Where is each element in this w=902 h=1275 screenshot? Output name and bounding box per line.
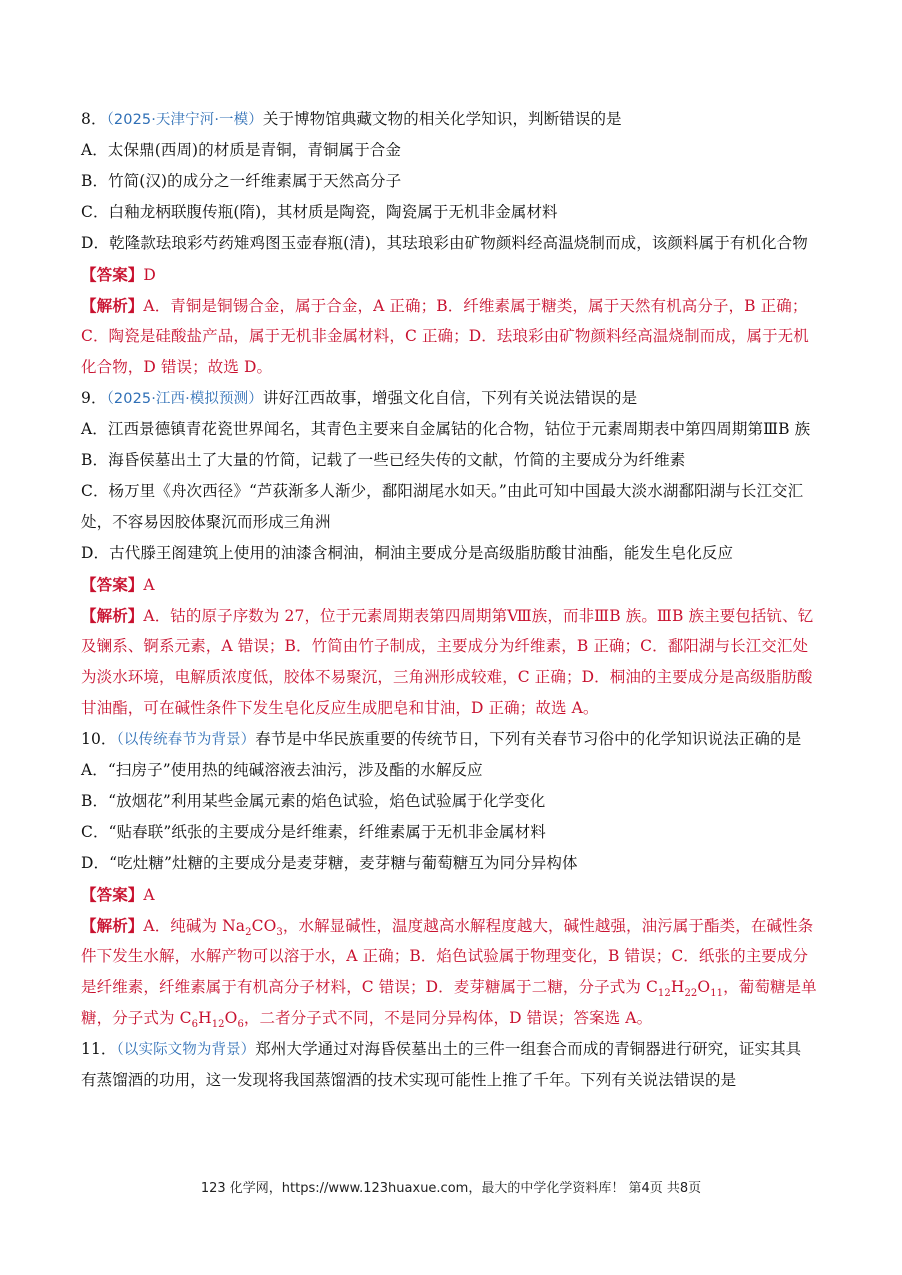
analysis-line (81, 972, 826, 1003)
option-c: C．杨万里《舟次西径》“芦荻渐多人渐少，鄱阳湖尾水如天。”由此可知中国最大淡水湖鄱阳湖与长江交汇 (81, 482, 804, 500)
option-b: B．“放烟花”利用某些金属元素的焰色试验，焰色试验属于化学变化 (81, 792, 546, 810)
question-text-continued: 有蒸馏酒的功用，这一发现将我国蒸馏酒的技术实现可能性上推了千年。下列有关说法错误的是 (81, 1071, 737, 1089)
option-c-continued: 处，不容易因胶体聚沉而形成三角洲 (81, 513, 331, 531)
question-number: 11． (81, 1040, 117, 1058)
analysis-line (81, 1003, 826, 1034)
analysis-label: 【解析】 (81, 296, 144, 315)
question-source: （以传统春节为背景） (116, 732, 256, 748)
analysis-text: H (670, 978, 685, 996)
question-text: 郑州大学通过对海昏侯墓出土的三件一组套合而成的青铜器进行研究，证实其具 (255, 1040, 802, 1058)
option-a: A．江西景德镇青花瓷世界闻名，其青色主要来自金属钴的化合物，钴位于元素周期表中第四周期第ⅢB 族 (81, 420, 811, 438)
option-d: D．古代滕王阁建筑上使用的油漆含桐油，桐油主要成分是高级脂肪酸甘油酯，能发生皂化反应 (81, 544, 734, 562)
option-a: A．“扫房子”使用热的纯碱溶液去油污，涉及酯的水解反应 (81, 761, 483, 779)
question-10-stem (81, 724, 826, 755)
analysis-text: ，水解显碱性，温度越高水解程度越大，碱性越强，油污属于酯类，在碱性条 (282, 917, 814, 935)
analysis-line: 件下发生水解，水解产物可以溶于水，A 正确；B．焰色试验属于物理变化，B 错误；C．纸张的主要成分 (81, 947, 809, 965)
option-d: D．乾隆款珐琅彩芍药雉鸡图玉壶春瓶(清)，其珐琅彩由矿物颜料经高温烧制而成，该颜料属于有机化合物 (81, 234, 808, 252)
subscript: 3 (276, 927, 283, 939)
question-number: 10． (81, 730, 117, 748)
analysis-text: ，二者分子式不同，不是同分异构体，D 错误；答案选 A。 (243, 1009, 653, 1027)
subscript: 12 (657, 988, 671, 1000)
answer-line (81, 259, 826, 290)
question-source: （2025·江西·模拟预测） (106, 391, 263, 407)
analysis-line: C．陶瓷是硅酸盐产品，属于无机非金属材料，C 正确；D．珐琅彩由矿物颜料经高温烧制而成，属于无机 (81, 327, 809, 345)
subscript: 6 (237, 1019, 244, 1031)
analysis-line: 化合物，D 错误；故选 D。 (81, 358, 273, 376)
answer-label: 【答案】 (81, 885, 144, 904)
subscript: 11 (710, 988, 724, 1000)
analysis-text: A．钴的原子序数为 27，位于元素周期表第四周期第Ⅷ族，而非ⅢB 族。ⅢB 族主要包括钪、钇 (143, 607, 814, 625)
analysis-line: 及镧系、锕系元素，A 错误；B．竹简由竹子制成，主要成分为纤维素，B 正确；C．鄱阳湖与长江交汇处 (81, 637, 809, 655)
option-d: D．“吃灶糖”灶糖的主要成分是麦芽糖，麦芽糖与葡萄糖互为同分异构体 (81, 854, 578, 872)
analysis-line (81, 600, 826, 631)
analysis-text: CO (251, 917, 277, 935)
subscript: 2 (245, 927, 252, 939)
subscript: 22 (684, 988, 698, 1000)
answer-line (81, 569, 826, 600)
option-b: B．海昏侯墓出土了大量的竹简，记载了一些已经失传的文献，竹简的主要成分为纤维素 (81, 451, 686, 469)
answer-value: A (143, 576, 155, 594)
question-source: （以实际文物为背景） (116, 1042, 256, 1058)
analysis-label: 【解析】 (81, 606, 144, 625)
question-9-stem (81, 383, 826, 414)
question-text: 关于博物馆典藏文物的相关化学知识，判断错误的是 (262, 110, 622, 128)
question-number: 8． (81, 110, 107, 128)
question-11-stem (81, 1034, 826, 1065)
document-body (81, 104, 826, 1096)
subscript: 6 (191, 1019, 199, 1031)
answer-label: 【答案】 (81, 575, 144, 594)
analysis-line: 为淡水环境，电解质浓度低，胶体不易聚沉，三角洲形成较难，C 正确；D．桐油的主要成分是高级脂肪酸 (81, 668, 813, 686)
question-text: 春节是中华民族重要的传统节日，下列有关春节习俗中的化学知识说法正确的是 (255, 730, 802, 748)
analysis-text: H (198, 1009, 212, 1027)
option-b: B．竹简(汉)的成分之一纤维素属于天然高分子 (81, 172, 402, 190)
answer-value: D (143, 266, 156, 284)
option-a: A．太保鼎(西周)的材质是青铜，青铜属于合金 (81, 141, 401, 159)
question-source: （2025·天津宁河·一模） (106, 112, 263, 128)
option-c: C．“贴春联”纸张的主要成分是纤维素，纤维素属于无机非金属材料 (81, 823, 546, 841)
analysis-text: A．青铜是铜锡合金，属于合金，A 正确；B．纤维素属于糖类，属于天然有机高分子，B 正确； (143, 297, 808, 315)
question-text: 讲好江西故事，增强文化自信，下列有关说法错误的是 (262, 389, 638, 407)
analysis-line: 甘油酯，可在碱性条件下发生皂化反应生成肥皂和甘油，D 正确；故选 A。 (81, 699, 599, 717)
analysis-text: O (697, 978, 711, 996)
analysis-line (81, 290, 826, 321)
analysis-label: 【解析】 (81, 916, 144, 935)
answer-value: A (143, 886, 155, 904)
page-footer: 123 化学网，https://www.123huaxue.com，最大的中学化学资料库！ 第4页 共8页 (200, 1181, 702, 1196)
option-c: C．白釉龙柄联腹传瓶(隋)，其材质是陶瓷，陶瓷属于无机非金属材料 (81, 203, 558, 221)
answer-label: 【答案】 (81, 265, 144, 284)
subscript: 12 (211, 1019, 225, 1031)
analysis-text: A．纯碱为 Na (143, 917, 246, 935)
analysis-text: 糖，分子式为 C (81, 1009, 192, 1027)
analysis-line (81, 910, 826, 941)
analysis-text: ，葡萄糖是单 (723, 978, 817, 996)
question-number: 9． (81, 389, 107, 407)
analysis-text: 是纤维素，纤维素属于有机高分子材料，C 错误；D．麦芽糖属于二糖，分子式为 C (81, 978, 658, 996)
analysis-text: O (224, 1009, 238, 1027)
answer-line (81, 879, 826, 910)
question-8-stem (81, 104, 826, 135)
